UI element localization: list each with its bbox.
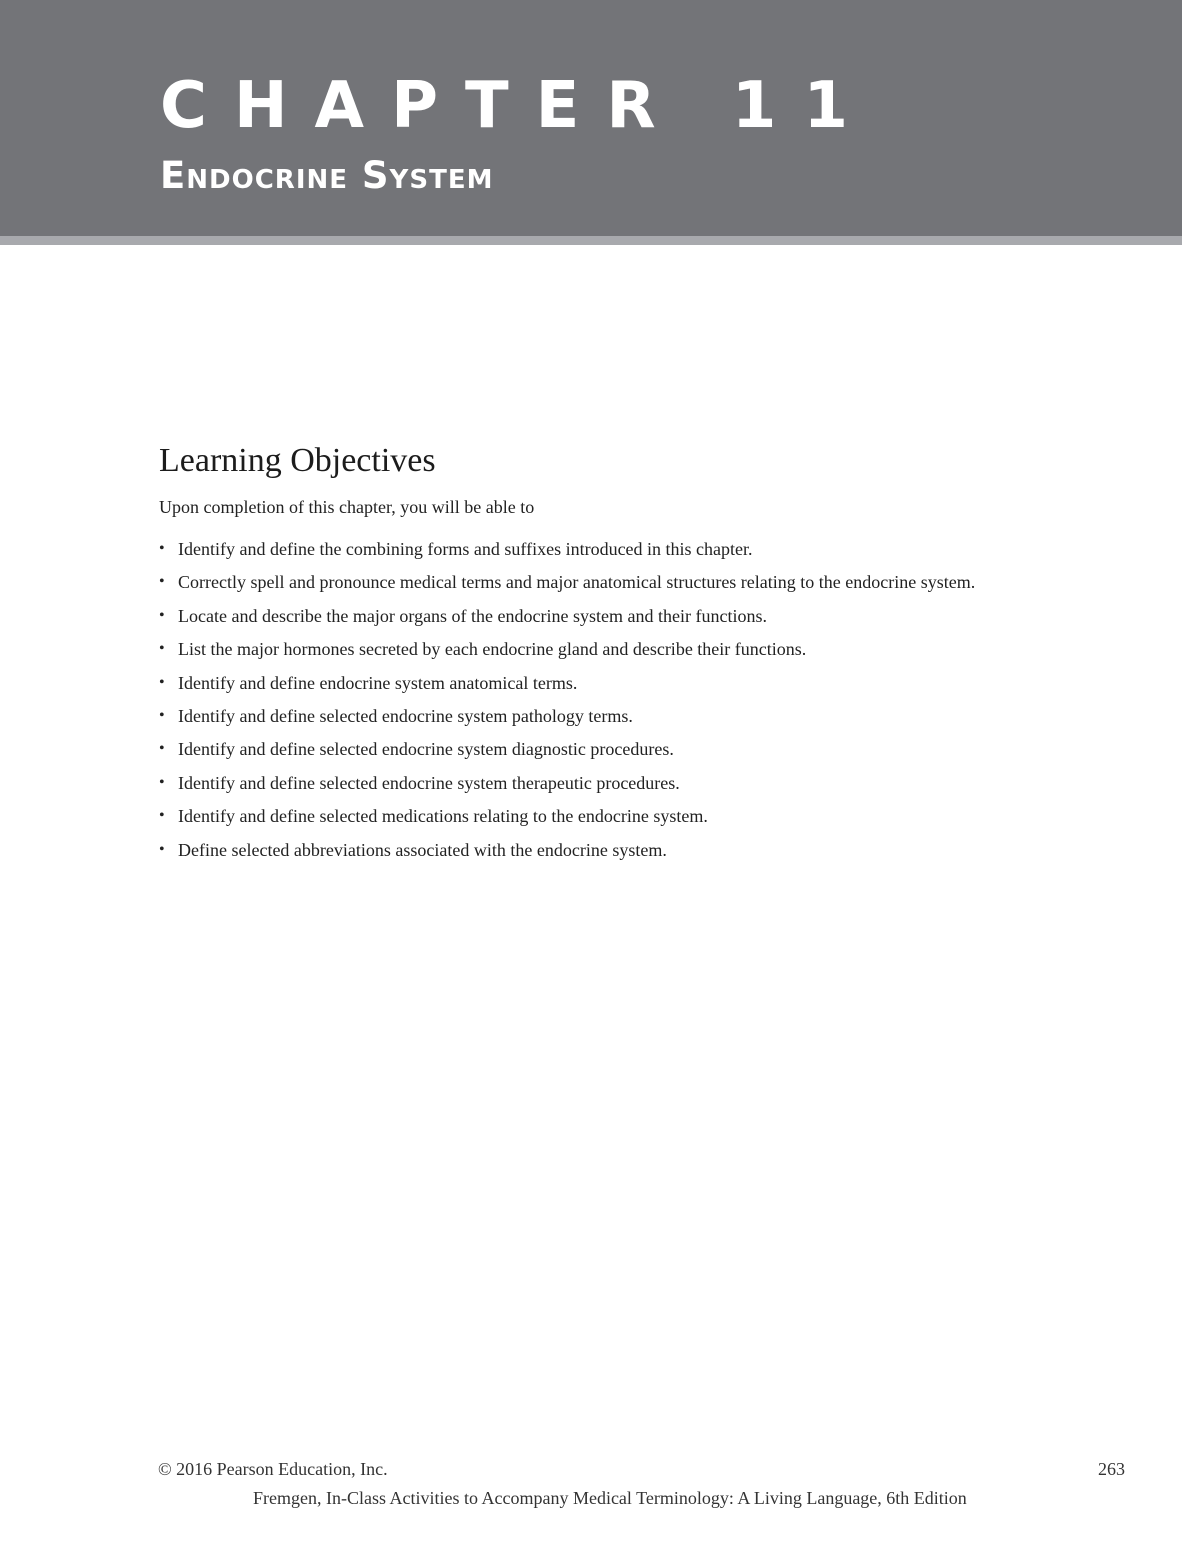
objective-item — [159, 803, 975, 836]
objective-item — [159, 670, 975, 703]
bullet-icon: • — [159, 773, 165, 791]
objective-item — [159, 636, 975, 669]
objective-text: Identify and define selected medications relating to the endocrine system. — [178, 806, 708, 827]
objective-text: Identify and define selected endocrine system therapeutic procedures. — [178, 772, 680, 793]
bullet-icon: • — [159, 573, 165, 591]
bullet-icon: • — [159, 606, 165, 624]
page-number: 263 — [1098, 1459, 1125, 1479]
objective-text: Identify and define the combining forms and suffixes introduced in this chapter. — [178, 539, 753, 559]
objectives-intro: Upon completion of this chapter, you will be able to — [159, 497, 535, 517]
objective-item — [159, 536, 975, 569]
chapter-label: CHAPTER 11 — [160, 69, 875, 143]
footer-copyright: © 2016 Pearson Education, Inc. — [158, 1459, 388, 1479]
objective-item — [159, 837, 975, 870]
footer-citation: Fremgen, In-Class Activities to Accompany Medical Terminology: A Living Language, 6th Edition — [253, 1488, 967, 1508]
objective-item — [159, 770, 975, 803]
bullet-icon: • — [159, 740, 165, 758]
bullet-icon: • — [159, 640, 165, 658]
objective-text: Locate and describe the major organs of the endocrine system and their functions. — [178, 605, 767, 626]
objective-item — [159, 569, 975, 602]
bullet-icon: • — [159, 706, 165, 724]
bullet-icon: • — [159, 673, 165, 691]
chapter-title: Endocrine System — [160, 154, 494, 197]
objective-text: Correctly spell and pronounce medical terms and major anatomical structures relating to the endocrine system. — [178, 572, 976, 593]
objective-item — [159, 603, 975, 636]
objective-text: List the major hormones secreted by each endocrine gland and describe their functions. — [178, 639, 807, 660]
objective-text: Identify and define selected endocrine system diagnostic procedures. — [178, 739, 674, 760]
objective-item — [159, 736, 975, 769]
bullet-icon: • — [159, 807, 165, 825]
chapter-banner — [0, 0, 1182, 236]
bullet-icon: • — [159, 540, 165, 557]
objective-text: Define selected abbreviations associated with the endocrine system. — [178, 839, 667, 860]
bullet-icon: • — [159, 840, 165, 858]
objectives-list — [159, 536, 975, 870]
banner-stripe — [0, 236, 1182, 245]
objective-text: Identify and define selected endocrine system pathology terms. — [178, 705, 633, 726]
objectives-heading: Learning Objectives — [159, 442, 436, 479]
objective-item — [159, 703, 975, 736]
objective-text: Identify and define endocrine system anatomical terms. — [178, 672, 578, 693]
